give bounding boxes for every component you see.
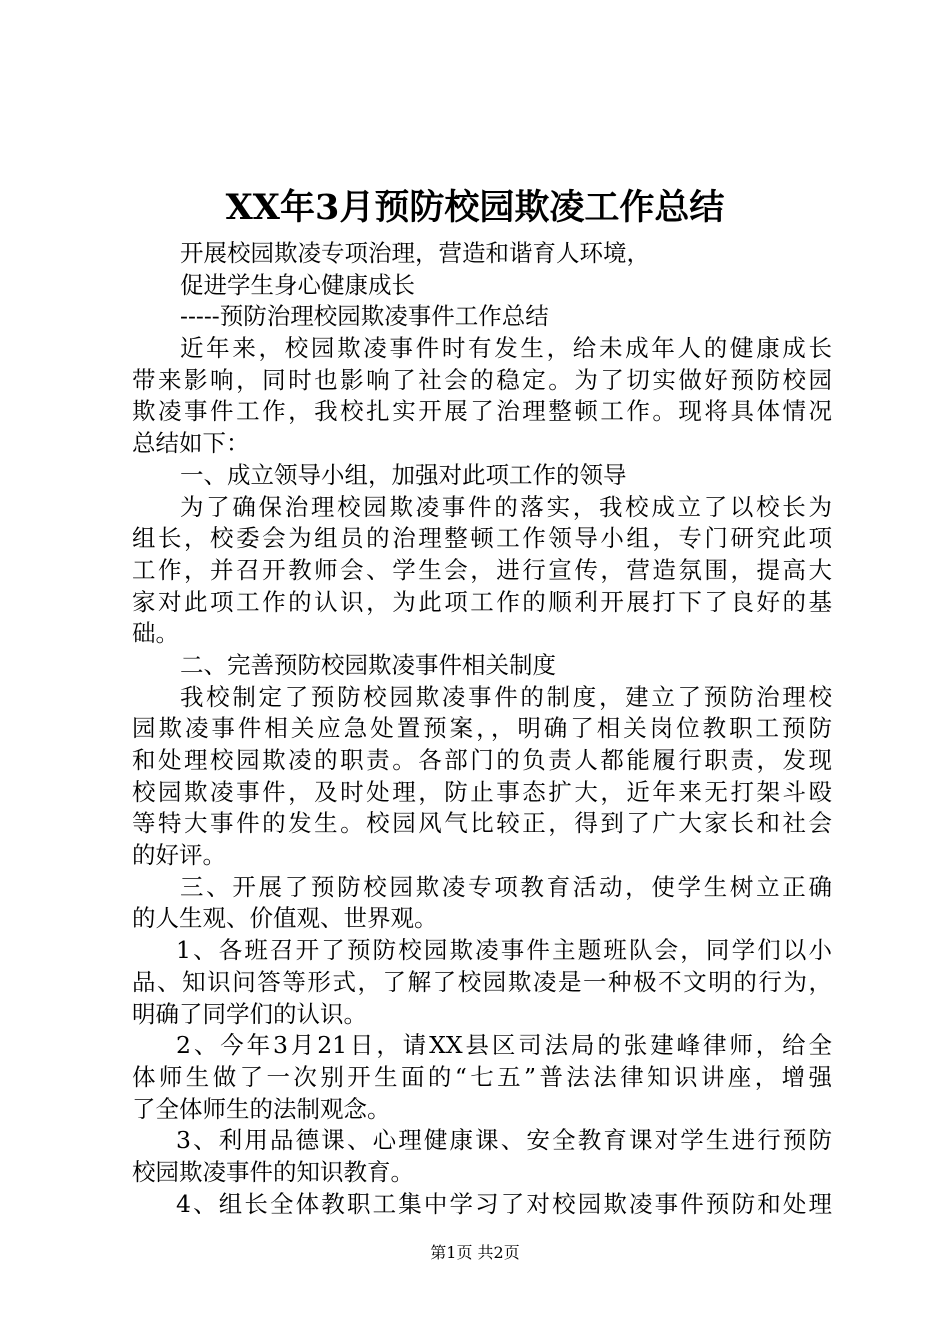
document-body <box>132 238 832 1220</box>
paragraph-line: 础。 <box>132 619 179 648</box>
list-item-line: 品、知识问答等形式，了解了校园欺凌是一种极不文明的行为， <box>132 967 832 996</box>
paragraph-line: 校园欺凌事件，及时处理，防止事态扩大，近年来无打架斗殴 <box>132 777 832 806</box>
list-item-line: 校园欺凌事件的知识教育。 <box>132 1157 414 1186</box>
document-title: XX年3月预防校园欺凌工作总结 <box>225 187 725 228</box>
section-heading: 二、完善预防校园欺凌事件相关制度 <box>180 650 556 679</box>
subtitle-line: 促进学生身心健康成长 <box>180 270 415 299</box>
paragraph-line: 和处理校园欺凌的职责。各部门的负责人都能履行职责，发现 <box>132 746 832 774</box>
paragraph-line: 的好评。 <box>132 841 226 870</box>
list-item-line: 体师生做了一次别开生面的“七五”普法法律知识讲座，增强 <box>132 1062 832 1091</box>
paragraph-line: 工作，并召开教师会、学生会，进行宣传，营造氛围，提高大 <box>132 555 832 584</box>
paragraph-line: 组长，校委会为组员的治理整顿工作领导小组，专门研究此项 <box>132 524 832 553</box>
section-heading: 一、成立领导小组，加强对此项工作的领导 <box>180 460 627 489</box>
paragraph-line: 园欺凌事件相关应急处置预案，，明确了相关岗位教职工预防 <box>132 714 832 743</box>
paragraph-line: 的人生观、价值观、世界观。 <box>132 904 438 933</box>
paragraph-line: 等特大事件的发生。校园风气比较正，得到了广大家长和社会 <box>132 809 832 838</box>
paragraph-line: 欺凌事件工作，我校扎实开展了治理整顿工作。现将具体情况 <box>132 397 832 426</box>
list-item-line: 4、组长全体教职工集中学习了对校园欺凌事件预防和处理 <box>176 1189 832 1218</box>
list-item-line: 3、利用品德课、心理健康课、安全教育课对学生进行预防 <box>176 1126 832 1155</box>
list-item-line: 1、各班召开了预防校园欺凌事件主题班队会，同学们以小 <box>176 936 832 965</box>
paragraph-line: 我校制定了预防校园欺凌事件的制度，建立了预防治理校 <box>180 682 832 711</box>
paragraph-line: 近年来，校园欺凌事件时有发生，给未成年人的健康成长 <box>180 334 832 363</box>
paragraph-line: 家对此项工作的认识，为此项工作的顺利开展打下了良好的基 <box>132 587 832 616</box>
paragraph-line: 带来影响，同时也影响了社会的稳定。为了切实做好预防校园 <box>132 365 832 394</box>
list-item-line: 了全体师生的法制观念。 <box>132 1094 391 1123</box>
paragraph-line: 总结如下： <box>132 429 250 458</box>
subtitle-line: -----预防治理校园欺凌事件工作总结 <box>180 302 549 331</box>
page-footer: 第1页 共2页 <box>430 1243 520 1262</box>
list-item-line: 2、今年3月21日，请XX县区司法局的张建峰律师，给全 <box>176 1031 832 1060</box>
list-item-line: 明确了同学们的认识。 <box>132 999 367 1028</box>
subtitle-line: 开展校园欺凌专项治理，营造和谐育人环境， <box>180 239 650 267</box>
paragraph-line: 为了确保治理校园欺凌事件的落实，我校成立了以校长为 <box>180 492 832 521</box>
section-heading: 三、开展了预防校园欺凌专项教育活动，使学生树立正确 <box>180 872 832 901</box>
